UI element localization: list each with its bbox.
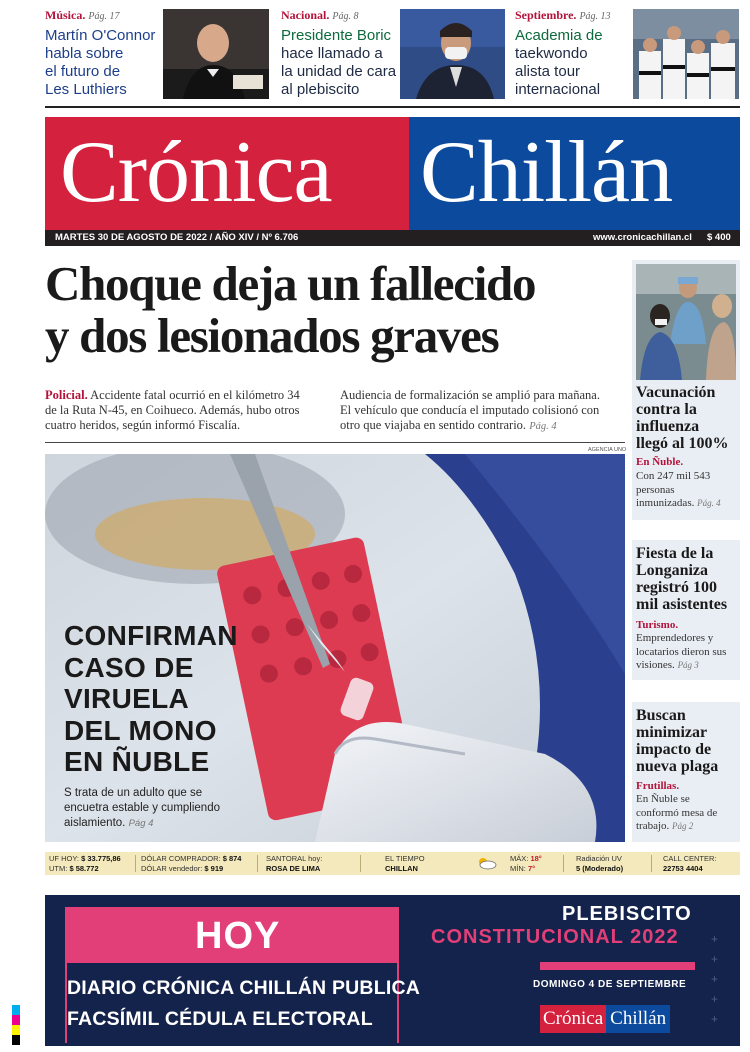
ad-line1: DIARIO CRÓNICA CHILLÁN PUBLICA bbox=[67, 977, 421, 999]
main-kicker: Policial. bbox=[45, 388, 88, 402]
dateline-price: $ 400 bbox=[707, 232, 731, 243]
uf-utm-cell: UF HOY: $ 33.775,86 UTM: $ 58.772 bbox=[49, 854, 121, 873]
santoral-cell: SANTORAL hoy: ROSA DE LIMA bbox=[266, 854, 323, 873]
plebiscito-ad[interactable] bbox=[45, 895, 740, 1046]
page-ref: Pág. 4 bbox=[697, 498, 721, 508]
cloud-sun-icon bbox=[475, 856, 497, 870]
callcenter-cell: CALL CENTER: 22753 4404 bbox=[663, 854, 717, 873]
uv-cell: Radiación UV 5 (Moderado) bbox=[576, 854, 624, 873]
teaser-headline[interactable]: Presidente Boric hace llamado a la unidad de cara al plebiscito bbox=[281, 27, 397, 98]
temp-cell: MÁX: 18° MÍN: 7° bbox=[510, 854, 542, 873]
photo-story-headline[interactable]: CONFIRMAN CASO DE VIRUELA DEL MONO EN ÑUBLE bbox=[64, 620, 238, 777]
main-headline[interactable]: Choque deja un fallecido y dos lesionados graves bbox=[45, 256, 536, 363]
ad-plus-marks: + + + + + bbox=[711, 932, 719, 1026]
sidebar-card-frutillas[interactable] bbox=[632, 702, 740, 842]
tiempo-cell: EL TIEMPO CHILLAN bbox=[385, 854, 425, 873]
sidebar-card-vacunacion[interactable] bbox=[632, 260, 740, 520]
ad-fecha: DOMINGO 4 DE SEPTIEMBRE bbox=[533, 979, 687, 990]
ad-line2: FACSÍMIL CÉDULA ELECTORAL bbox=[67, 1008, 373, 1030]
teaser-headline[interactable]: Martín O'Connor habla sobre el futuro de Les Luthiers bbox=[45, 27, 156, 98]
teaser-kicker: Nacional. Pág. 8 bbox=[281, 8, 359, 22]
sidebar-headline[interactable]: Vacunación contra la influenza llegó al 100% bbox=[636, 384, 729, 452]
teaser-kicker: Septiembre. Pág. 13 bbox=[515, 8, 611, 22]
taekwondo-photo bbox=[633, 9, 739, 99]
sidebar-body: Emprendedores y locatarios dieron sus visiones. Pág 3 bbox=[636, 632, 727, 671]
boric-photo bbox=[400, 9, 505, 99]
ad-hoy: HOY bbox=[195, 915, 281, 957]
teaser-headline[interactable]: Academia de taekwondo alista tour internacional bbox=[515, 27, 603, 98]
info-strip bbox=[45, 852, 740, 875]
sidebar-body: Con 247 mil 543 personas inmunizadas. Pág. 4 bbox=[636, 470, 721, 509]
dateline-date: MARTES 30 DE AGOSTO DE 2022 / AÑO XIV / Nº 6.706 bbox=[55, 232, 299, 243]
sidebar-headline[interactable]: Fiesta de la Longaniza registró 100 mil asistentes bbox=[636, 545, 728, 613]
page-ref: Pág 2 bbox=[672, 821, 694, 831]
sidebar-body: En Ñuble se conformó mesa de trabajo. Pág 2 bbox=[636, 793, 718, 832]
color-registration-bar bbox=[12, 1005, 20, 1045]
sidebar-headline[interactable]: Buscan minimizar impacto de nueva plaga bbox=[636, 707, 719, 775]
photo-credit: AGENCIA UNO bbox=[588, 447, 627, 453]
dolar-cell: DÓLAR COMPRADOR: $ 874 DÓLAR vendedor: $ 919 bbox=[141, 854, 242, 873]
page-ref: Pág 3 bbox=[677, 660, 699, 670]
main-deck-col2: Audiencia de formalización se amplió para mañana. El vehículo que conducía el imputado colisionó con otro que viajaba en sentido contrario. Pág. 4 bbox=[340, 388, 600, 432]
vaccination-photo bbox=[636, 264, 736, 380]
ad-plebiscito: PLEBISCITO bbox=[562, 903, 692, 925]
sidebar-kicker: Turismo. bbox=[636, 619, 679, 631]
sidebar-kicker: En Ñuble. bbox=[636, 456, 684, 468]
photo-story-body: S trata de un adulto que se encuetra estable y cumpliendo aislamiento. Pág 4 bbox=[64, 787, 220, 829]
sidebar-kicker: Frutillas. bbox=[636, 780, 680, 792]
dateline-website[interactable]: www.cronicachillan.cl bbox=[593, 232, 692, 243]
page-ref: Pág. 4 bbox=[529, 421, 557, 432]
deck-rule bbox=[45, 442, 625, 443]
dateline-bar bbox=[45, 230, 740, 246]
masthead-chillan[interactable]: Chillán bbox=[420, 124, 673, 221]
ad-rule bbox=[540, 962, 695, 970]
oconnor-photo bbox=[163, 9, 269, 99]
ad-logo: Crónica Chillán bbox=[540, 1005, 695, 1033]
page-ref: Pág 4 bbox=[128, 818, 154, 829]
sidebar-card-longaniza[interactable] bbox=[632, 540, 740, 680]
masthead-cronica[interactable]: Crónica bbox=[60, 124, 332, 221]
top-rule bbox=[45, 106, 740, 108]
main-deck-col1: Policial. Accidente fatal ocurrió en el kilómetro 34 de la Ruta N-45, en Coihueco. Además, hubo otros cuatro heridos, según informó Fiscalía. bbox=[45, 388, 300, 432]
ad-constitucional: CONSTITUCIONAL 2022 bbox=[431, 926, 679, 948]
ad-frame bbox=[65, 963, 399, 1043]
teaser-kicker: Música. Pág. 17 bbox=[45, 8, 120, 22]
